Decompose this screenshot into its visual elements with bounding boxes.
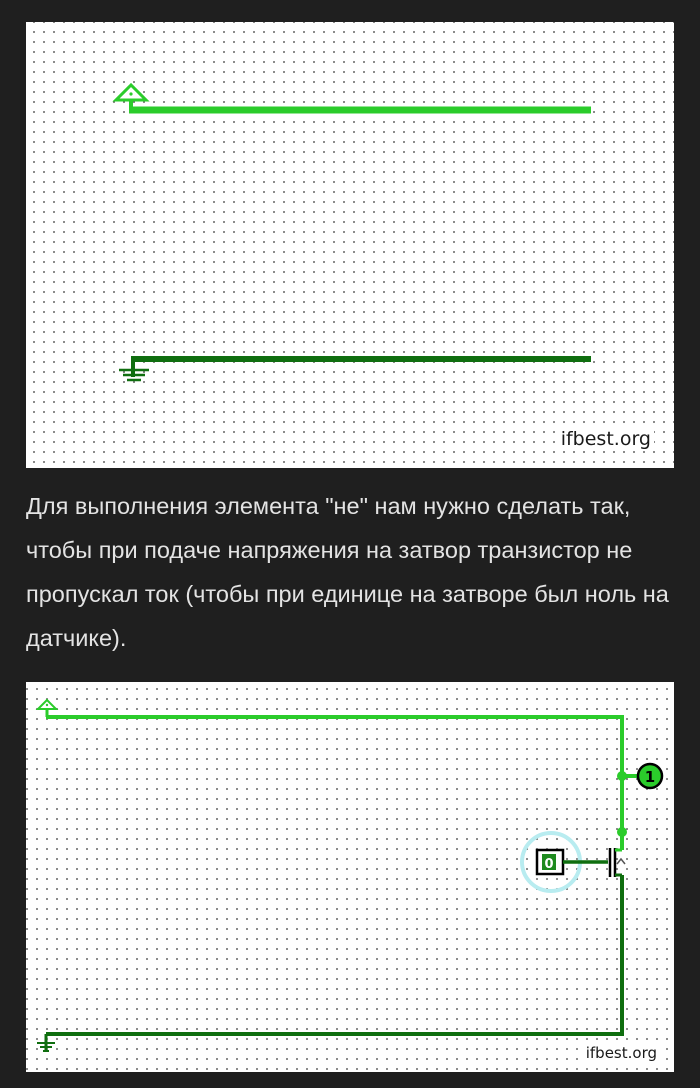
watermark: ifbest.org bbox=[583, 1044, 660, 1062]
output-probe-value: 1 bbox=[644, 768, 656, 786]
wire-junction bbox=[617, 771, 627, 781]
ground-icon[interactable] bbox=[37, 1034, 55, 1051]
output-probe[interactable] bbox=[638, 764, 662, 788]
input-pin-value: 0 bbox=[544, 857, 554, 872]
circuit-canvas-top[interactable] bbox=[26, 22, 674, 468]
circuit-diagram-bottom bbox=[26, 682, 674, 1072]
input-pin[interactable] bbox=[537, 850, 563, 874]
circuit-canvas-bottom[interactable] bbox=[26, 682, 674, 1072]
watermark: ifbest.org bbox=[558, 428, 654, 450]
transistor-icon[interactable] bbox=[610, 848, 625, 877]
low-wire[interactable] bbox=[46, 875, 622, 1034]
power-source-icon[interactable] bbox=[38, 700, 56, 717]
article-paragraph: Для выполнения элемента "не" нам нужно сделать так, чтобы при подаче напряжения на затвор транзистор не пропускал ток (чтобы при единице на затворе был ноль на датчике). bbox=[26, 493, 669, 651]
high-wire[interactable] bbox=[46, 717, 640, 832]
circuit-diagram-top bbox=[26, 22, 674, 468]
